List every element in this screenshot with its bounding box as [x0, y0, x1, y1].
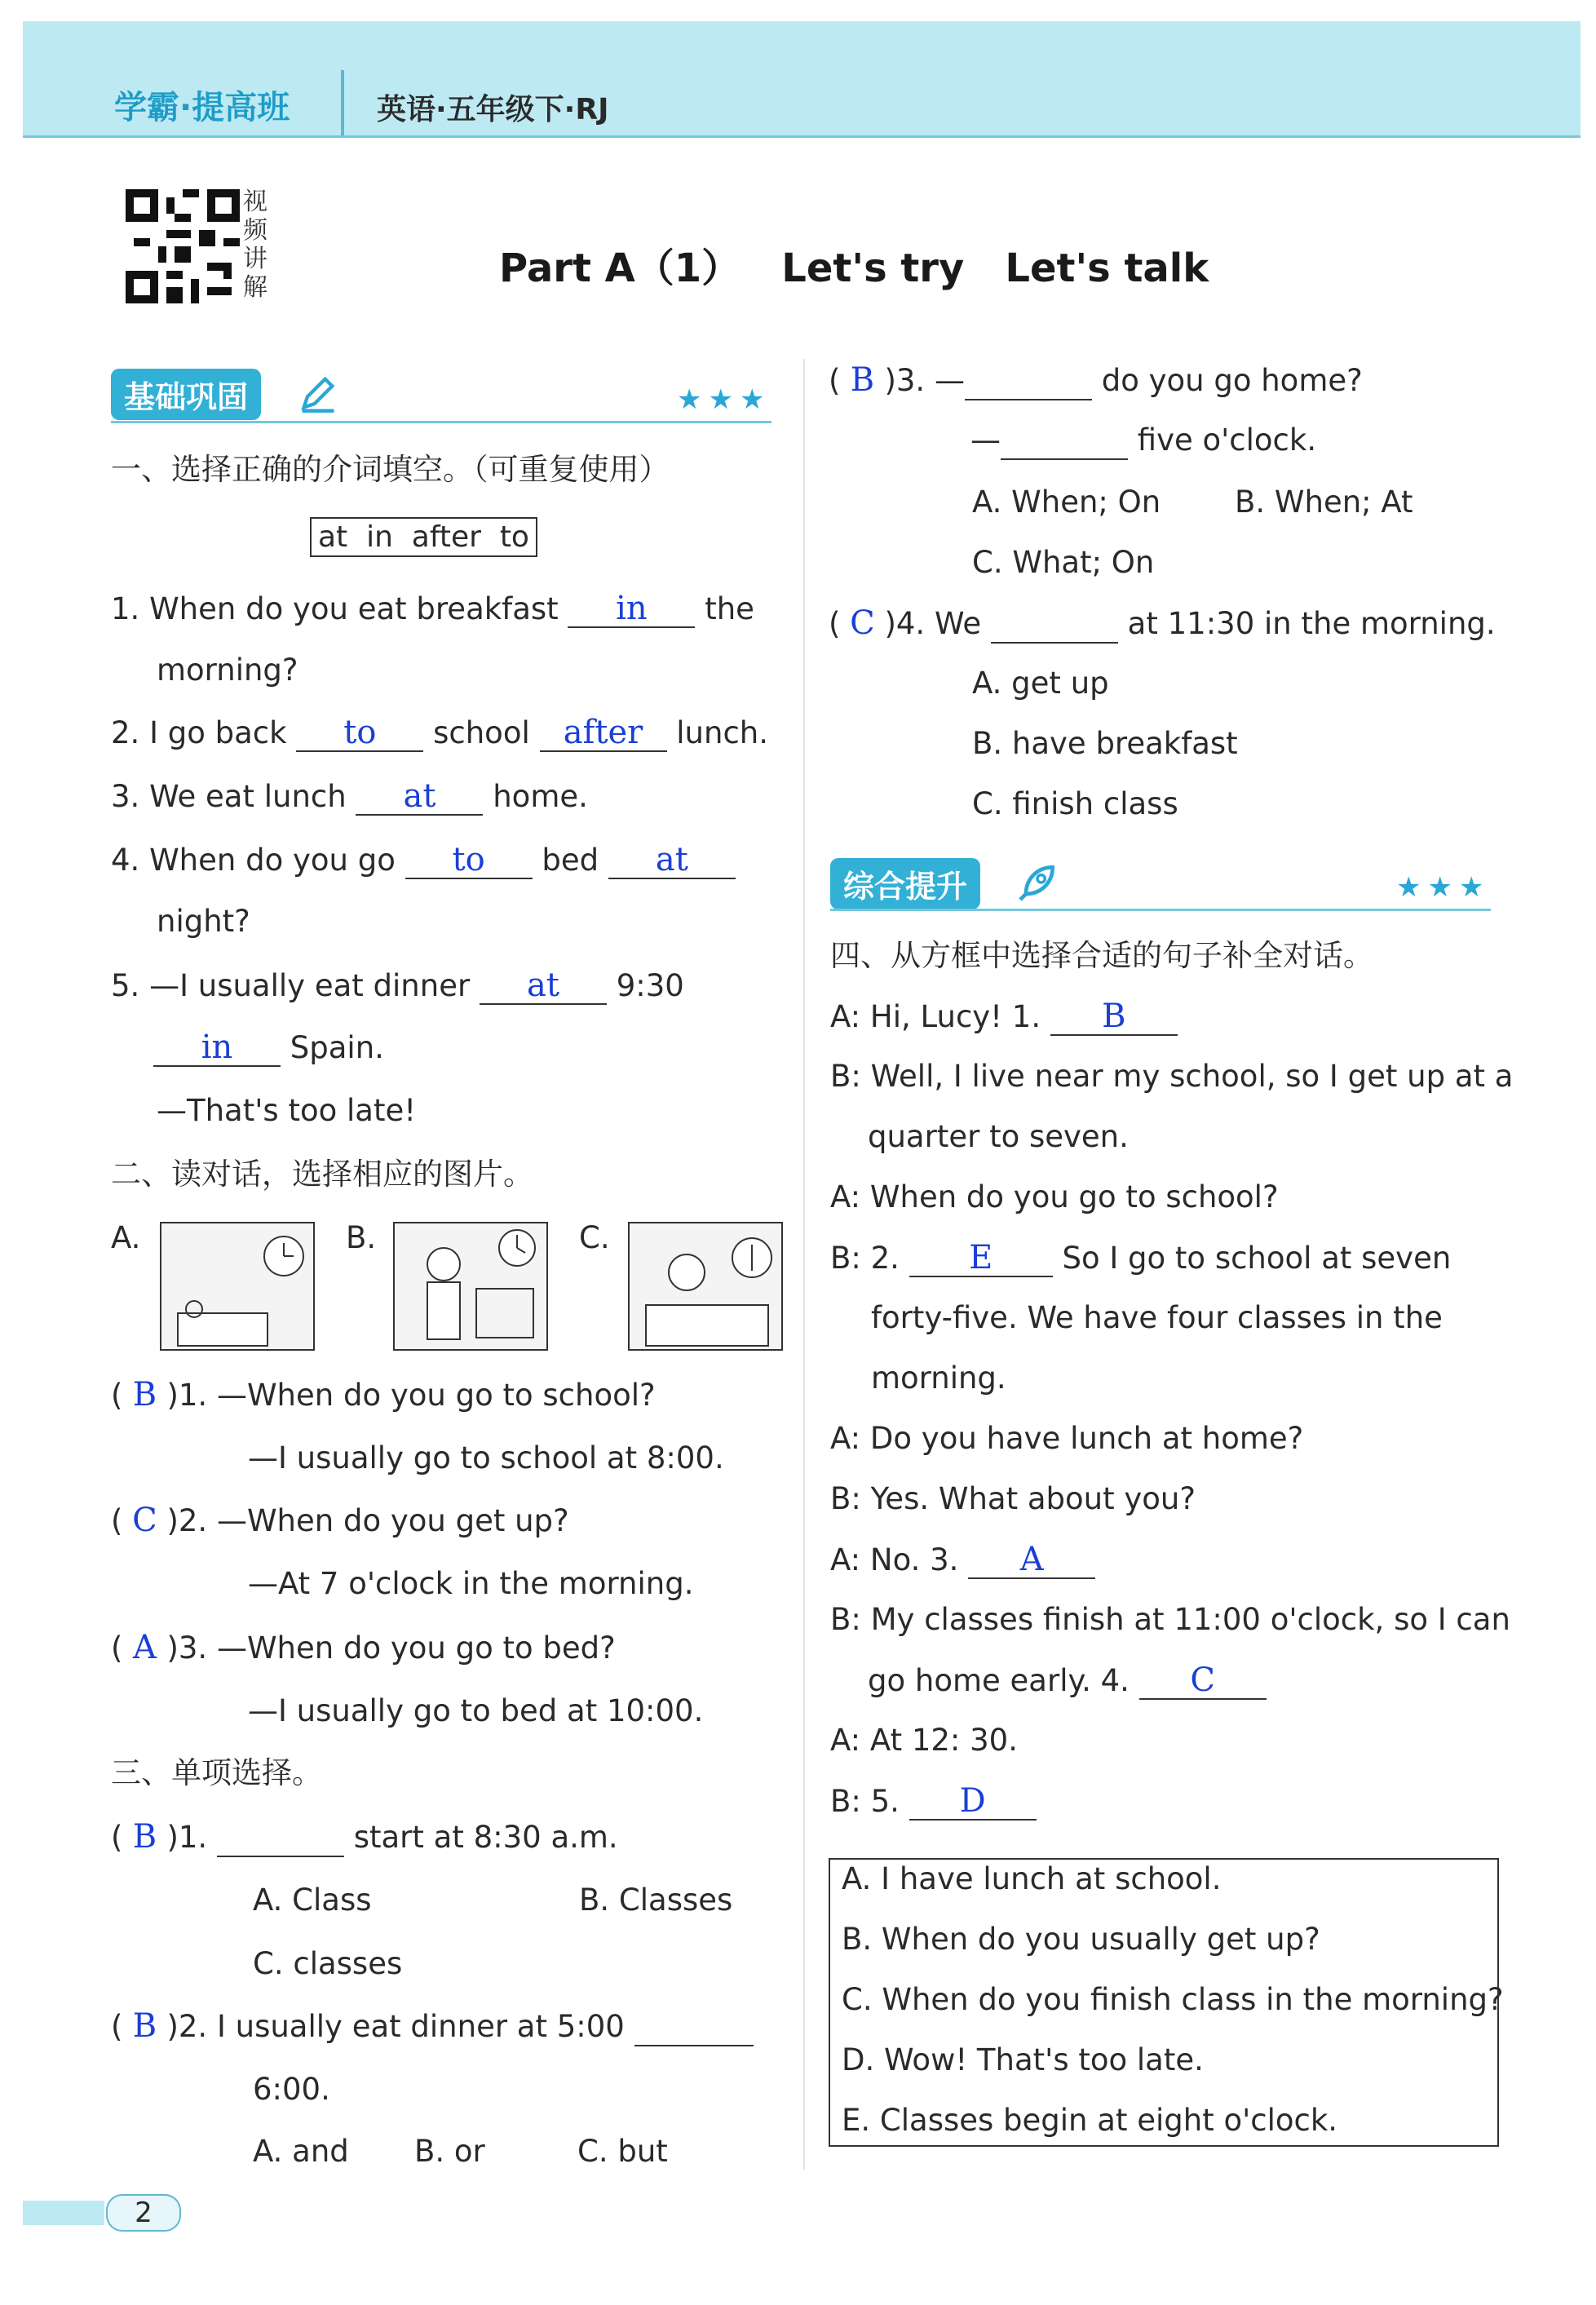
answer-letter[interactable]: B [132, 1818, 157, 1856]
answer-blank[interactable]: B [1050, 998, 1178, 1036]
answer-blank[interactable]: at [480, 967, 607, 1005]
picture-label: C. [579, 1220, 610, 1255]
dialogue-line [830, 1059, 1513, 1095]
dialogue-line [830, 1783, 1037, 1821]
item-text: —That's too late! [157, 1093, 417, 1128]
stem-blank [965, 363, 1092, 400]
item-text: start at 8:30 a.m. [353, 1820, 618, 1855]
section-underline [830, 909, 1491, 911]
speaker: A: [830, 1421, 861, 1456]
answer-blank[interactable]: D [909, 1783, 1037, 1821]
item-text: 9:30 [616, 968, 684, 1003]
dialogue-line: quarter to seven. [868, 1119, 1129, 1154]
speaker: A: [830, 1179, 861, 1214]
dialogue-line [830, 1542, 1095, 1579]
speaker: A: [830, 1723, 861, 1758]
header-divider [341, 70, 344, 135]
answer-blank[interactable]: A [968, 1542, 1095, 1579]
choice-item: ( B )1. start at 8:30 a.m. [111, 1818, 618, 1856]
speaker: B: [830, 1481, 861, 1516]
choice-item: — five o'clock. [970, 423, 1316, 460]
picture-c-waking-up [628, 1222, 783, 1351]
answer-blank[interactable]: C [1139, 1662, 1267, 1700]
item-text: night? [157, 904, 250, 939]
dialogue-line [830, 1179, 1279, 1215]
option-b[interactable]: B. When; At [1235, 484, 1413, 520]
option-e: E. Classes begin at eight o'clock. [842, 2103, 1338, 2138]
picture-b-boy-walking [393, 1222, 548, 1351]
option-b[interactable]: B. Classes [579, 1882, 733, 1918]
item-number: )3. [166, 1630, 208, 1666]
rocket-icon [1015, 860, 1060, 905]
question-heading: 二、读对话，选择相应的图片。 [111, 1157, 533, 1192]
option-a[interactable]: A. Class [253, 1882, 372, 1918]
item-number: )2. [166, 2009, 208, 2044]
line-text: My classes finish at 11:00 o'clock, so I can [870, 1602, 1510, 1637]
item-text: I usually eat dinner at 5:00 [216, 2009, 625, 2044]
stem-blank [1001, 423, 1128, 460]
item-text: We eat lunch [149, 779, 347, 814]
answer-letter[interactable]: A [132, 1629, 157, 1666]
choice-item: ( B )1. —When do you go to school? [111, 1376, 656, 1414]
answer-letter[interactable]: B [132, 1376, 157, 1414]
answer-blank[interactable]: at [356, 778, 483, 816]
option-b[interactable]: B. have breakfast [972, 726, 1238, 761]
fill-item [111, 842, 736, 879]
page-bar [23, 2201, 104, 2225]
subject-label: 英语·五年级下·RJ [377, 93, 609, 126]
stem-blank [217, 1820, 344, 1857]
line-text: At 12: 30. [869, 1723, 1018, 1758]
line-text: No. 3. [869, 1542, 959, 1577]
answer-blank[interactable]: to [296, 715, 423, 752]
difficulty-stars: ★★★ [1396, 871, 1491, 904]
line-text: Yes. What about you? [870, 1481, 1196, 1516]
dialogue-line [830, 1421, 1303, 1457]
choice-item: ( B )3. — do you go home? [829, 361, 1363, 399]
line-text: Hi, Lucy! 1. [869, 999, 1041, 1034]
item-text: five o'clock. [1137, 423, 1317, 458]
line-text: When do you go to school? [869, 1179, 1279, 1214]
option-b: B. When do you usually get up? [842, 1922, 1320, 1957]
line-text: 5. [870, 1784, 900, 1819]
qr-code-icon[interactable] [126, 189, 240, 303]
answer-letter[interactable]: B [132, 2007, 157, 2045]
picture-label: B. [346, 1220, 377, 1255]
dialogue-line [830, 998, 1178, 1036]
dialogue-line: forty-five. We have four classes in the [871, 1300, 1443, 1335]
question-heading: 四、从方框中选择合适的句子补全对话。 [830, 938, 1373, 973]
item-number: 2. [111, 715, 140, 750]
item-text: When do you go [149, 843, 396, 878]
option-a[interactable]: A. get up [972, 666, 1109, 701]
column-divider [803, 359, 805, 2170]
brand-logo: 学霸·提高班 [114, 89, 290, 126]
answer-blank[interactable]: in [153, 1029, 281, 1067]
answer-blank[interactable]: E [909, 1240, 1053, 1277]
item-number: )3. [884, 363, 926, 398]
answer-blank[interactable]: after [540, 715, 667, 752]
option-a[interactable]: A. When; On [972, 484, 1161, 520]
option-c[interactable]: C. classes [253, 1946, 403, 1981]
question-heading: 三、单项选择。 [111, 1755, 322, 1790]
item-number: )4. [884, 606, 926, 641]
speaker: A: [830, 1542, 861, 1577]
line-text: Do you have lunch at home? [869, 1421, 1304, 1456]
stem-blank [634, 2009, 754, 2046]
item-text: 6:00. [253, 2072, 330, 2107]
answer-blank[interactable]: in [568, 591, 695, 628]
dialogue-line: —I usually go to school at 8:00. [248, 1440, 724, 1475]
line-text: go home early. 4. [868, 1663, 1130, 1698]
dialogue-line: —When do you go to school? [216, 1378, 656, 1413]
speaker: B: [830, 1784, 861, 1819]
line-text: So I go to school at seven [1062, 1241, 1452, 1276]
difficulty-stars: ★★★ [677, 383, 771, 416]
item-text: the [705, 591, 754, 626]
dialogue-line [830, 1723, 1018, 1759]
option-b[interactable]: B. or [414, 2134, 485, 2169]
page-title: Part A（1） Let's try Let's talk [499, 246, 1209, 291]
choice-item: ( C )2. —When do you get up? [111, 1502, 569, 1539]
answer-blank[interactable]: to [405, 842, 533, 879]
item-text: We [934, 606, 982, 641]
item-text: lunch. [676, 715, 768, 750]
dialogue-line: —At 7 o'clock in the morning. [248, 1566, 694, 1601]
dialogue-line: —When do you get up? [216, 1503, 569, 1538]
option-c: C. When do you finish class in the morning? [842, 1982, 1504, 2017]
dialogue-line: —I usually go to bed at 10:00. [248, 1693, 704, 1728]
dialogue-line [868, 1662, 1267, 1700]
fill-item [111, 591, 754, 628]
option-a[interactable]: A. and [253, 2134, 349, 2169]
speaker: A: [830, 999, 861, 1034]
item-text: When do you eat breakfast [149, 591, 559, 626]
fill-item [111, 778, 588, 816]
item-text: Spain. [290, 1030, 384, 1065]
item-number: )1. [166, 1820, 208, 1855]
option-c[interactable]: C. but [577, 2134, 668, 2169]
item-number: 5. [111, 968, 140, 1003]
item-text: bed [542, 843, 599, 878]
pencil-icon [297, 372, 339, 414]
dialogue-line: morning. [871, 1360, 1006, 1396]
item-text: school [433, 715, 530, 750]
item-text: —I usually eat dinner [149, 968, 471, 1003]
option-c[interactable]: C. What; On [972, 545, 1155, 580]
page-number: 2 [106, 2194, 181, 2232]
stem-blank [991, 606, 1118, 644]
item-number: 4. [111, 843, 140, 878]
choice-item: ( A )3. —When do you go to bed? [111, 1629, 616, 1666]
answer-letter[interactable]: C [132, 1502, 157, 1539]
speaker: B: [830, 1059, 861, 1094]
choice-item: ( C )4. We at 11:30 in the morning. [829, 604, 1496, 642]
item-number: )1. [166, 1378, 208, 1413]
section-basic-label: 基础巩固 [111, 369, 261, 420]
item-text: I go back [149, 715, 287, 750]
word-bank: at in after to [310, 517, 537, 557]
dialogue-line: —When do you go to bed? [216, 1630, 616, 1666]
section-underline [111, 421, 771, 423]
option-a: A. I have lunch at school. [842, 1861, 1222, 1896]
picture-a-bedroom [160, 1222, 315, 1351]
answer-letter[interactable]: C [850, 604, 875, 642]
question-heading: 一、选择正确的介词填空。（可重复使用） [111, 452, 670, 487]
dialogue-line [830, 1240, 1451, 1277]
fill-item [111, 715, 768, 752]
choice-item: ( B )2. I usually eat dinner at 5:00 [111, 2008, 754, 2046]
answer-blank[interactable]: at [608, 842, 736, 879]
fill-item [153, 1029, 384, 1067]
answer-letter[interactable]: B [850, 361, 875, 399]
speaker: B: [830, 1602, 861, 1637]
item-text: home. [493, 779, 588, 814]
line-text: 2. [870, 1241, 900, 1276]
item-text: morning? [157, 653, 298, 688]
item-number: 3. [111, 779, 140, 814]
item-number: 1. [111, 591, 140, 626]
picture-label: A. [111, 1220, 141, 1255]
item-number: )2. [166, 1503, 208, 1538]
speaker: B: [830, 1241, 861, 1276]
option-c[interactable]: C. finish class [972, 786, 1178, 821]
item-text: at 11:30 in the morning. [1127, 606, 1496, 641]
dialogue-line [830, 1481, 1196, 1517]
qr-label: 视频讲解 [243, 188, 267, 302]
dialogue-line [830, 1602, 1510, 1638]
fill-item [111, 967, 684, 1005]
option-d: D. Wow! That's too late. [842, 2042, 1204, 2077]
section-advanced-label: 综合提升 [830, 858, 980, 909]
item-text: do you go home? [1101, 363, 1363, 398]
line-text: Well, I live near my school, so I get up at a [870, 1059, 1514, 1094]
